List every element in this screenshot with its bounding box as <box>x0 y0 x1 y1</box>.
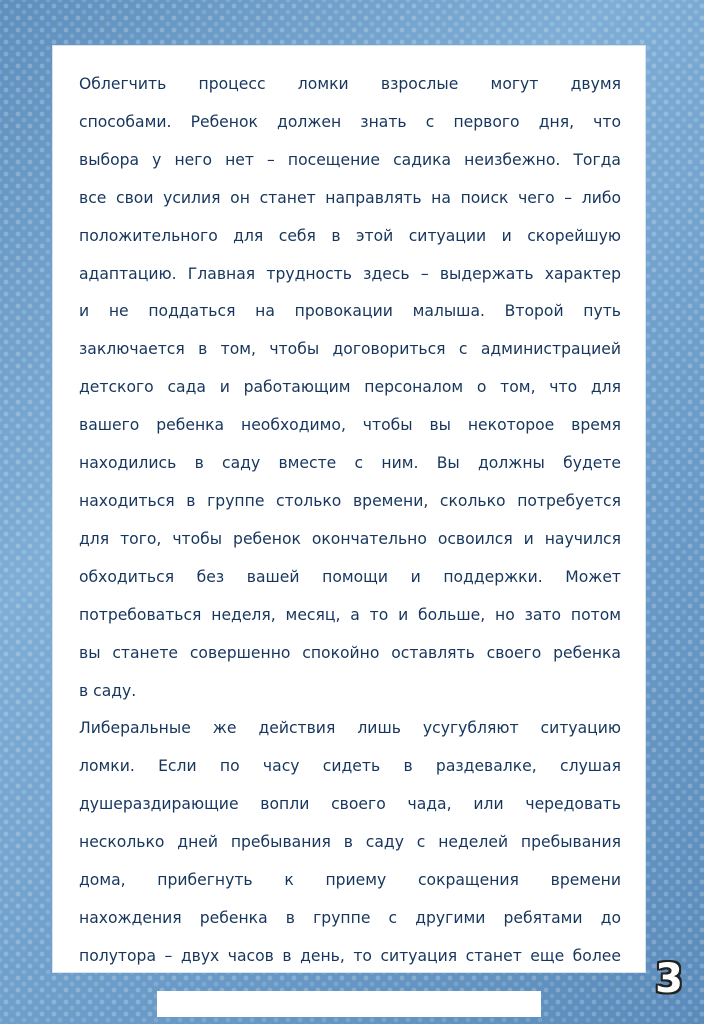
text-line: Облегчить процесс ломки взрослые могут двумя <box>79 75 621 93</box>
text-line: в саду. <box>79 681 137 700</box>
body-text <box>79 66 621 976</box>
text-line: адаптацию. Главная трудность здесь – выдержать характер <box>79 264 621 283</box>
text-line: несколько дней пребывания в саду с неделей пребывания <box>79 833 621 852</box>
text-line: все свои усилия он станет направлять на поиск чего – либо <box>79 188 621 207</box>
paragraph-2 <box>79 710 621 975</box>
text-line: положительного для себя в этой ситуации и скорейшую <box>79 226 621 245</box>
text-line: душераздирающие вопли своего чада, или чередовать <box>79 795 621 814</box>
text-line: Либеральные же действия лишь усугубляют ситуацию <box>79 719 621 738</box>
page-number: 3 <box>655 956 683 1002</box>
text-line: дома, прибегнуть к приему сокращения времени <box>79 871 621 890</box>
text-line: потребоваться неделя, месяц, а то и больше, но зато потом <box>79 605 621 624</box>
text-line: обходиться без вашей помощи и поддержки. Может <box>79 567 621 586</box>
text-line: заключается в том, чтобы договориться с администрацией <box>79 340 621 359</box>
text-line: выбора у него нет – посещение садика неизбежно. Тогда <box>79 150 621 169</box>
text-page <box>52 45 646 973</box>
text-line: ломки. Если по часу сидеть в раздевалке, слушая <box>79 757 621 776</box>
text-line: вашего ребенка необходимо, чтобы вы некоторое время <box>79 416 621 435</box>
text-line: нахождения ребенка в группе с другими ребятами до <box>79 908 621 927</box>
bottom-blank-strip <box>157 991 541 1017</box>
text-line: и не поддаться на провокации малыша. Второй путь <box>79 302 621 321</box>
text-line: способами. Ребенок должен знать с первого дня, что <box>79 112 621 131</box>
text-line: вы станете совершенно спокойно оставлять своего ребенка <box>79 643 621 662</box>
text-line: детского сада и работающим персоналом о том, что для <box>79 378 621 397</box>
paragraph-1 <box>79 66 621 710</box>
text-line: находиться в группе столько времени, сколько потребуется <box>79 491 621 510</box>
text-line: для того, чтобы ребенок окончательно освоился и научился <box>79 529 621 548</box>
text-line: находились в саду вместе с ним. Вы должны будете <box>79 454 621 473</box>
text-line: полутора – двух часов в день, то ситуация станет еще более <box>79 946 621 965</box>
